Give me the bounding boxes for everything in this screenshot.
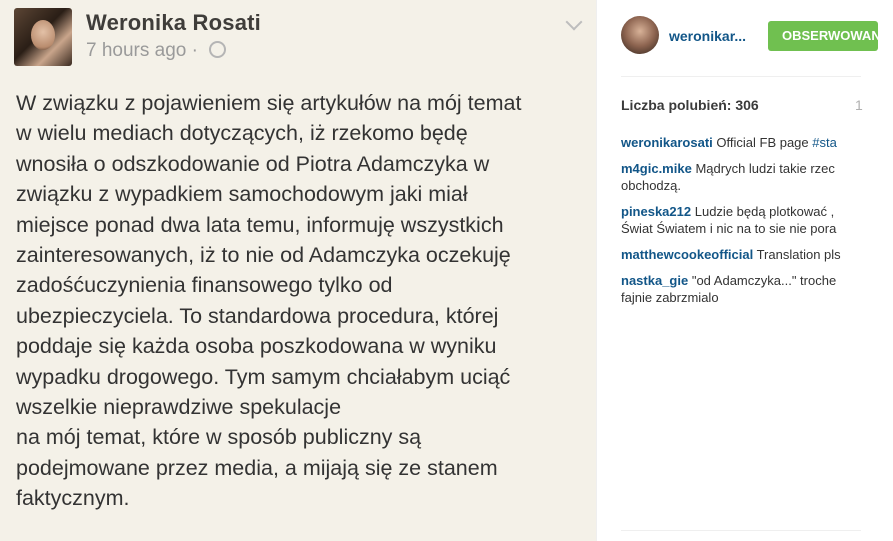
username-link[interactable]: weronikar... [669, 28, 747, 44]
comment [621, 160, 857, 194]
comment [621, 272, 857, 306]
comment-username[interactable]: m4gic.mike [621, 161, 692, 176]
comment-text: Ludzie będą plotkować , [694, 204, 835, 219]
divider [621, 530, 861, 531]
post-time: 1 [855, 97, 863, 113]
embedded-post-meta [86, 40, 226, 62]
comment-text: "od Adamczyka..." troche [691, 273, 837, 288]
embedded-post-header [14, 8, 584, 68]
side-panel [596, 0, 893, 541]
comment-text: Mądrych ludzi takie rzec [695, 161, 835, 176]
chevron-down-icon [566, 14, 583, 31]
meta-separator: · [191, 40, 198, 61]
divider [621, 76, 861, 77]
comment-hashtag[interactable]: #sta [812, 135, 837, 150]
embedded-time-ago: 7 hours ago [86, 40, 187, 61]
comment-username[interactable]: nastka_gie [621, 273, 689, 288]
comment-list [621, 134, 857, 315]
comment-text-continued: Świat Światem i nic na to sie nie pora [621, 221, 837, 236]
likes-count: Liczba polubień: 306 [621, 97, 759, 113]
comment-username[interactable]: matthewcookeofficial [621, 247, 754, 262]
avatar[interactable] [621, 16, 659, 54]
comment-text: Official FB page [716, 135, 813, 150]
comment [621, 246, 857, 263]
side-header [621, 16, 893, 56]
comment-text: Translation pls [756, 247, 841, 262]
embedded-avatar [14, 8, 72, 66]
comment [621, 203, 857, 237]
comment-username[interactable]: weronikarosati [621, 135, 713, 150]
comment-text-continued: obchodzą. [621, 178, 681, 193]
comment-username[interactable]: pineska212 [621, 204, 692, 219]
embedded-post-text: W związku z pojawieniem się artykułów na mój temat w wielu mediach dotyczących, iż rzekomo będę wnosiła o odszkodowanie od Piotra Adamczyka w związku z wypadkiem samochodowym jaki miał miejsce ponad dwa lata temu, informuję wszystkich zainteresowanych, iż to nie od Adamczyka oczekuję zadośćuczynienia finansowego tylko od ubezpieczyciela. To standardowa procedura, której poddaje się każda osoba poszkodowana w wyniku wypadku drogowego. Tym samym chciałabym uciąć wszelkie nieprawdziwe spekulacje na mój temat, które w sposób publiczny są podejmowane przez media, a mijają się ze stanem faktycznym. [16, 91, 522, 511]
embedded-poster-name: Weronika Rosati [86, 10, 261, 35]
follow-button[interactable]: OBSERWOWANIE [768, 21, 878, 51]
globe-icon [209, 41, 226, 58]
comment [621, 134, 857, 151]
comment-text-continued: fajnie zabrzmialo [621, 290, 719, 305]
